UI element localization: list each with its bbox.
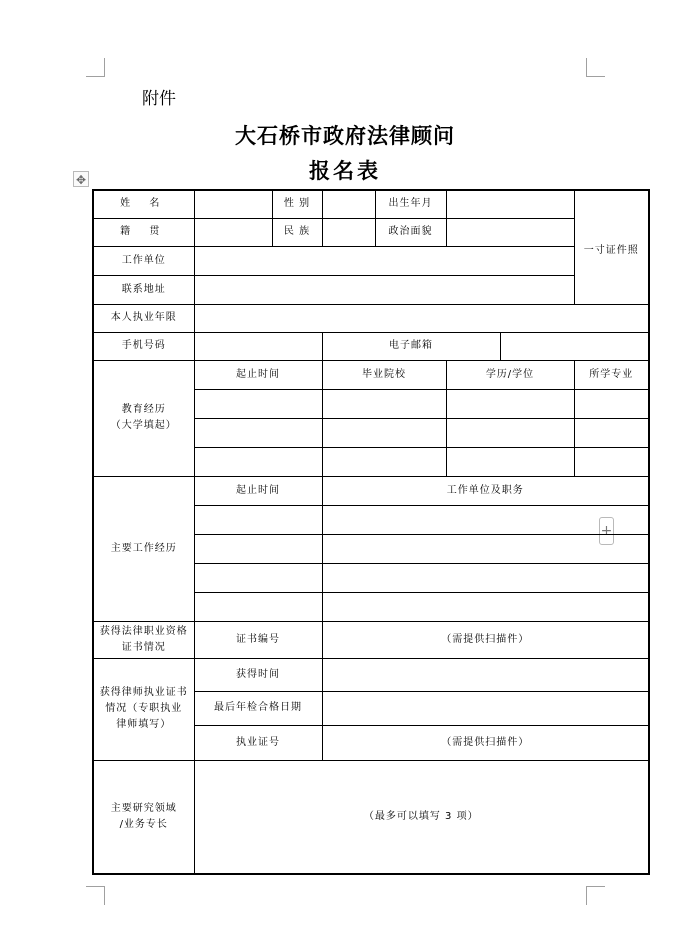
- input-obtained-time[interactable]: [322, 658, 649, 691]
- label-lawyer-cert: 获得律师执业证书 情况（专职执业 律师填写）: [93, 658, 194, 760]
- label-obtained-time: 获得时间: [194, 658, 322, 691]
- edu-cell[interactable]: [446, 447, 574, 476]
- edu-cell[interactable]: [446, 389, 574, 418]
- input-political-status[interactable]: [446, 218, 574, 246]
- label-practice-years: 本人执业年限: [93, 304, 194, 332]
- work-cell[interactable]: [322, 592, 649, 621]
- input-phone[interactable]: [194, 332, 322, 360]
- input-gender[interactable]: [322, 190, 375, 218]
- attachment-label: 附件: [142, 89, 176, 109]
- work-cell[interactable]: [194, 534, 322, 563]
- edu-header-period: 起止时间: [194, 360, 322, 389]
- edu-header-major: 所学专业: [574, 360, 649, 389]
- label-license-no: 执业证号: [194, 725, 322, 760]
- work-cell[interactable]: [194, 505, 322, 534]
- edu-cell[interactable]: [574, 418, 649, 447]
- label-email: 电子邮箱: [322, 332, 500, 360]
- page-subtitle: 报名表: [309, 158, 381, 183]
- label-last-inspection: 最后年检合格日期: [194, 691, 322, 725]
- label-legal-cert: 获得法律职业资格 证书情况: [93, 621, 194, 658]
- input-native-place[interactable]: [194, 218, 272, 246]
- label-phone: 手机号码: [93, 332, 194, 360]
- input-ethnicity[interactable]: [322, 218, 375, 246]
- edu-cell[interactable]: [194, 447, 322, 476]
- label-work-unit: 工作单位: [93, 246, 194, 275]
- page-title: 大石桥市政府法律顾问: [235, 123, 455, 148]
- page-corner-mark: [86, 58, 105, 77]
- page-corner-mark: [586, 58, 605, 77]
- work-cell[interactable]: [322, 563, 649, 592]
- edu-cell[interactable]: [322, 389, 446, 418]
- label-birth: 出生年月: [375, 190, 446, 218]
- edu-cell[interactable]: [574, 447, 649, 476]
- registration-form-table: [92, 189, 650, 875]
- input-practice-years[interactable]: [194, 304, 649, 332]
- edu-cell[interactable]: [322, 418, 446, 447]
- edu-header-school: 毕业院校: [322, 360, 446, 389]
- input-name[interactable]: [194, 190, 272, 218]
- edu-cell[interactable]: [194, 389, 322, 418]
- work-header-unit-position: 工作单位及职务: [322, 476, 649, 505]
- label-gender: 性 别: [272, 190, 322, 218]
- work-cell[interactable]: [322, 534, 649, 563]
- edu-cell[interactable]: [446, 418, 574, 447]
- input-last-inspection[interactable]: [322, 691, 649, 725]
- input-license-no[interactable]: （需提供扫描件）: [322, 725, 649, 760]
- label-research: 主要研究领域 /业务专长: [93, 760, 194, 874]
- label-native-place: 籍 贯: [93, 218, 194, 246]
- input-research[interactable]: （最多可以填写 3 项）: [194, 760, 649, 874]
- edu-cell[interactable]: [574, 389, 649, 418]
- input-work-unit[interactable]: [194, 246, 574, 275]
- label-address: 联系地址: [93, 275, 194, 304]
- work-cell[interactable]: [194, 563, 322, 592]
- label-work-history: 主要工作经历: [93, 476, 194, 621]
- input-birth[interactable]: [446, 190, 574, 218]
- label-cert-no: 证书编号: [194, 621, 322, 658]
- table-move-handle-icon[interactable]: ✥: [73, 171, 89, 187]
- input-cert-no[interactable]: （需提供扫描件）: [322, 621, 649, 658]
- work-header-period: 起止时间: [194, 476, 322, 505]
- edu-header-degree: 学历/学位: [446, 360, 574, 389]
- label-ethnicity: 民 族: [272, 218, 322, 246]
- page-corner-mark: [86, 886, 105, 905]
- edu-cell[interactable]: [194, 418, 322, 447]
- label-political-status: 政治面貌: [375, 218, 446, 246]
- work-cell[interactable]: [194, 592, 322, 621]
- input-email[interactable]: [500, 332, 649, 360]
- page-corner-mark: [586, 886, 605, 905]
- input-address[interactable]: [194, 275, 574, 304]
- edu-cell[interactable]: [322, 447, 446, 476]
- photo-box[interactable]: 一寸证件照: [574, 190, 649, 304]
- label-education: 教育经历 （大学填起）: [93, 360, 194, 476]
- label-name: 姓 名: [93, 190, 194, 218]
- work-cell[interactable]: [322, 505, 649, 534]
- add-row-button[interactable]: +: [599, 517, 614, 545]
